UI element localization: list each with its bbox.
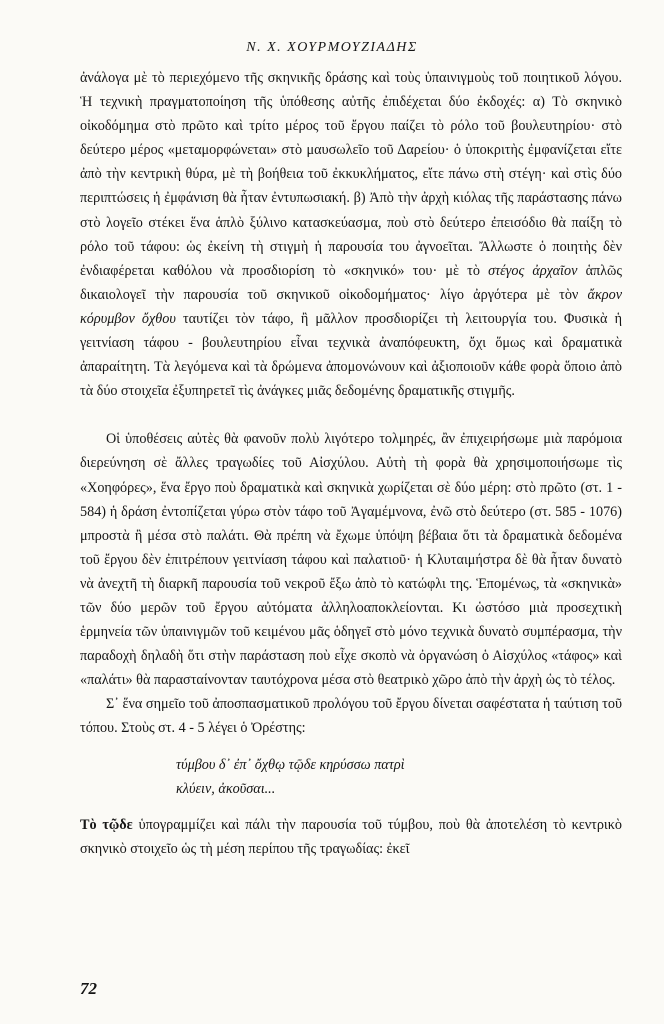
page-body <box>80 66 622 861</box>
paragraph-1-text-a: ἀνάλογα μὲ τὸ περιεχόμενο τῆς σκηνικῆς δράσης καὶ τοὺς ὑπαινιγμοὺς τοῦ ποιητικοῦ λόγου. Ἡ τεχνικὴ πραγματοποίηση τῆς ὑπόθεσης αὐτῆς ἐπιδέχεται δύο ἐκδοχές: α) Τὸ σκηνικὸ οἰκοδόμημα στὸ πρῶτο καὶ τρίτο μέρος τοῦ ἔργου παίζει τὸ ρόλο τοῦ βουλευτηρίου· στὸ δεύτερο μέρος «μεταμορφώνεται» στὸ μαυσωλεῖο τοῦ Δαρείου· ὁ ὑποκριτὴς ἐμφανίζεται εἴτε ἀπὸ τὴν κεντρικὴ θύρα, μὲ τὴ βοήθεια τοῦ ἐκκυκλήματος, εἴτε πάνω στὴ στέγη· καὶ στὶς δύο περιπτώσεις ἡ ἐμφάνιση θὰ ἦταν ἐντυπωσιακή. β) Ἀπὸ τὴν ἀρχὴ κιόλας τῆς παράστασης πάνω στὸ λογεῖο στέκει ἕνα ἁπλὸ ξύλινο κατασκεύασμα, ποὺ στὸ δεύτερο ἐπεισόδιο θὰ παίξη τὸ ρόλο τοῦ τάφου: ὡς ἐκείνη τὴ στιγμὴ ἡ παρουσία του ἀγνοεῖται. Ἄλλωστε ὁ ποιητὴς δὲν ἐνδιαφέρεται καθόλου νὰ προσδιορίση τὸ «σκηνικό» του· μὲ τὸ <box>80 70 622 279</box>
paragraph-4 <box>80 813 622 861</box>
section-gap <box>80 403 622 427</box>
paragraph-3: Σ᾿ ἕνα σημεῖο τοῦ ἀποσπασματικοῦ προλόγου τοῦ ἔργου δίνεται σαφέστατα ἡ ταύτιση τοῦ τόπου. Στοὺς στ. 4 - 5 λέγει ὁ Ὀρέστης: <box>80 696 622 737</box>
running-header: Ν. Χ. ΧΟΥΡΜΟΥΖΙΑΔΗΣ <box>246 40 418 55</box>
verse-line-1: τύμβου δ᾿ ἐπ᾿ ὄχθῳ τῷδε κηρύσσω πατρὶ <box>176 756 405 773</box>
paragraph-1-italic-2: ἄκρον κόρυμβον ὄχθου <box>80 286 622 327</box>
verse-quotation <box>176 753 622 801</box>
paragraph-4-bold-lead: Τὸ τῷδε <box>80 816 133 833</box>
paragraph-1 <box>80 66 622 403</box>
page-number: 72 <box>80 979 97 998</box>
paragraph-1-text-b: ἁπλῶς δικαιολογεῖ τὴν παρουσία τοῦ σκηνικοῦ οἰκοδομήματος· λίγο ἀργότερα μὲ τὸν <box>80 262 623 303</box>
paragraph-1-text-c: ταυτίζει τὸν τάφο, ἢ μᾶλλον προσδιορίζει τὴ λειτουργία του. Φυσικὰ ἡ γειτνίαση τάφου - βουλευτηρίου εἶναι τεχνικὰ ἀναπόφευκτη, ὄχι ὅμως καὶ δραματικὰ ἀπαραίτητη. Τὰ λεγόμενα καὶ τὰ δρώμενα ἀπομονώνουν καὶ ἀξιοποιοῦν κάθε φορὰ ὅποιο ἀπὸ τὰ δύο στοιχεῖα ἐξυπηρετεῖ τὶς ἀνάγκες μιᾶς δεδομένης δραματικῆς στιγμῆς. <box>80 310 622 400</box>
paragraph-2: Οἱ ὑποθέσεις αὐτὲς θὰ φανοῦν πολὺ λιγότερο τολμηρές, ἂν ἐπιχειρήσωμε μιὰ παρόμοια διερεύνηση σὲ ἄλλες τραγωδίες τοῦ Αἰσχύλου. Αὐτὴ τὴ φορὰ θὰ χρησιμοποιήσωμε τὶς «Χοηφόρες», ἕνα ἔργο ποὺ δραματικὰ καὶ σκηνικὰ χωρίζεται σὲ δύο μέρη: στὸ πρῶτο (στ. 1 - 584) ἡ δράση ἐντοπίζεται γύρω στὸν τάφο τοῦ Ἀγαμέμνονα, ἐνῶ στὸ δεύτερο (στ. 585 - 1076) μπροστὰ ἢ μέσα στὸ παλάτι. Θὰ πρέπη νὰ ἔχωμε ὑπόψη βέβαια ὅτι τὰ δραματικὰ δεδομένα τοῦ ἔργου δὲν ἐπιτρέπουν γειτνίαση τάφου καὶ παλατιοῦ· ἡ Κλυταιμήστρα δὲ θὰ ἦταν δυνατὸ νὰ ἀνεχτῆ τὴ διαρκῆ παρουσία τοῦ νεκροῦ ἔξω ἀπὸ τὸ κατώφλι της. Ἑπομένως, τὰ «σκηνικὰ» τῶν δύο μερῶν τοῦ ἔργου αὐτόματα ἀλληλοαποκλείονται. Κι ὡστόσο μιὰ προσεχτικὴ ἑρμηνεία τῶν ὑπαινιγμῶν τοῦ κειμένου μᾶς ὁδηγεῖ στὸ μόνο τεχνικὰ δυνατὸ συμπέρασμα, τὴν παραδοχὴ δηλαδὴ ὅτι στὴν παράσταση ποὺ εἶχε σκοπὸ νὰ ὀργανώση ὁ Αἰσχύλος «τάφος» καὶ «παλάτι» θὰ παρασταίνονταν ταυτόχρονα μέσα στὸ θεατρικὸ χῶρο ἀπὸ τὴν ἀρχὴ ὡς τὸ τέλος. <box>80 431 622 689</box>
verse-line-2: κλύειν, ἀκοῦσαι... <box>176 780 276 797</box>
paragraph-4-text: ὑπογραμμίζει καὶ πάλι τὴν παρουσία τοῦ τύμβου, ποὺ θὰ ἀποτελέση τὸ κεντρικὸ σκηνικὸ στοιχεῖο ὡς τὴ μέση περίπου τῆς τραγωδίας: ἐκεῖ <box>80 816 622 857</box>
paragraph-1-italic-1: στέγος ἀρχαῖον <box>488 262 578 279</box>
